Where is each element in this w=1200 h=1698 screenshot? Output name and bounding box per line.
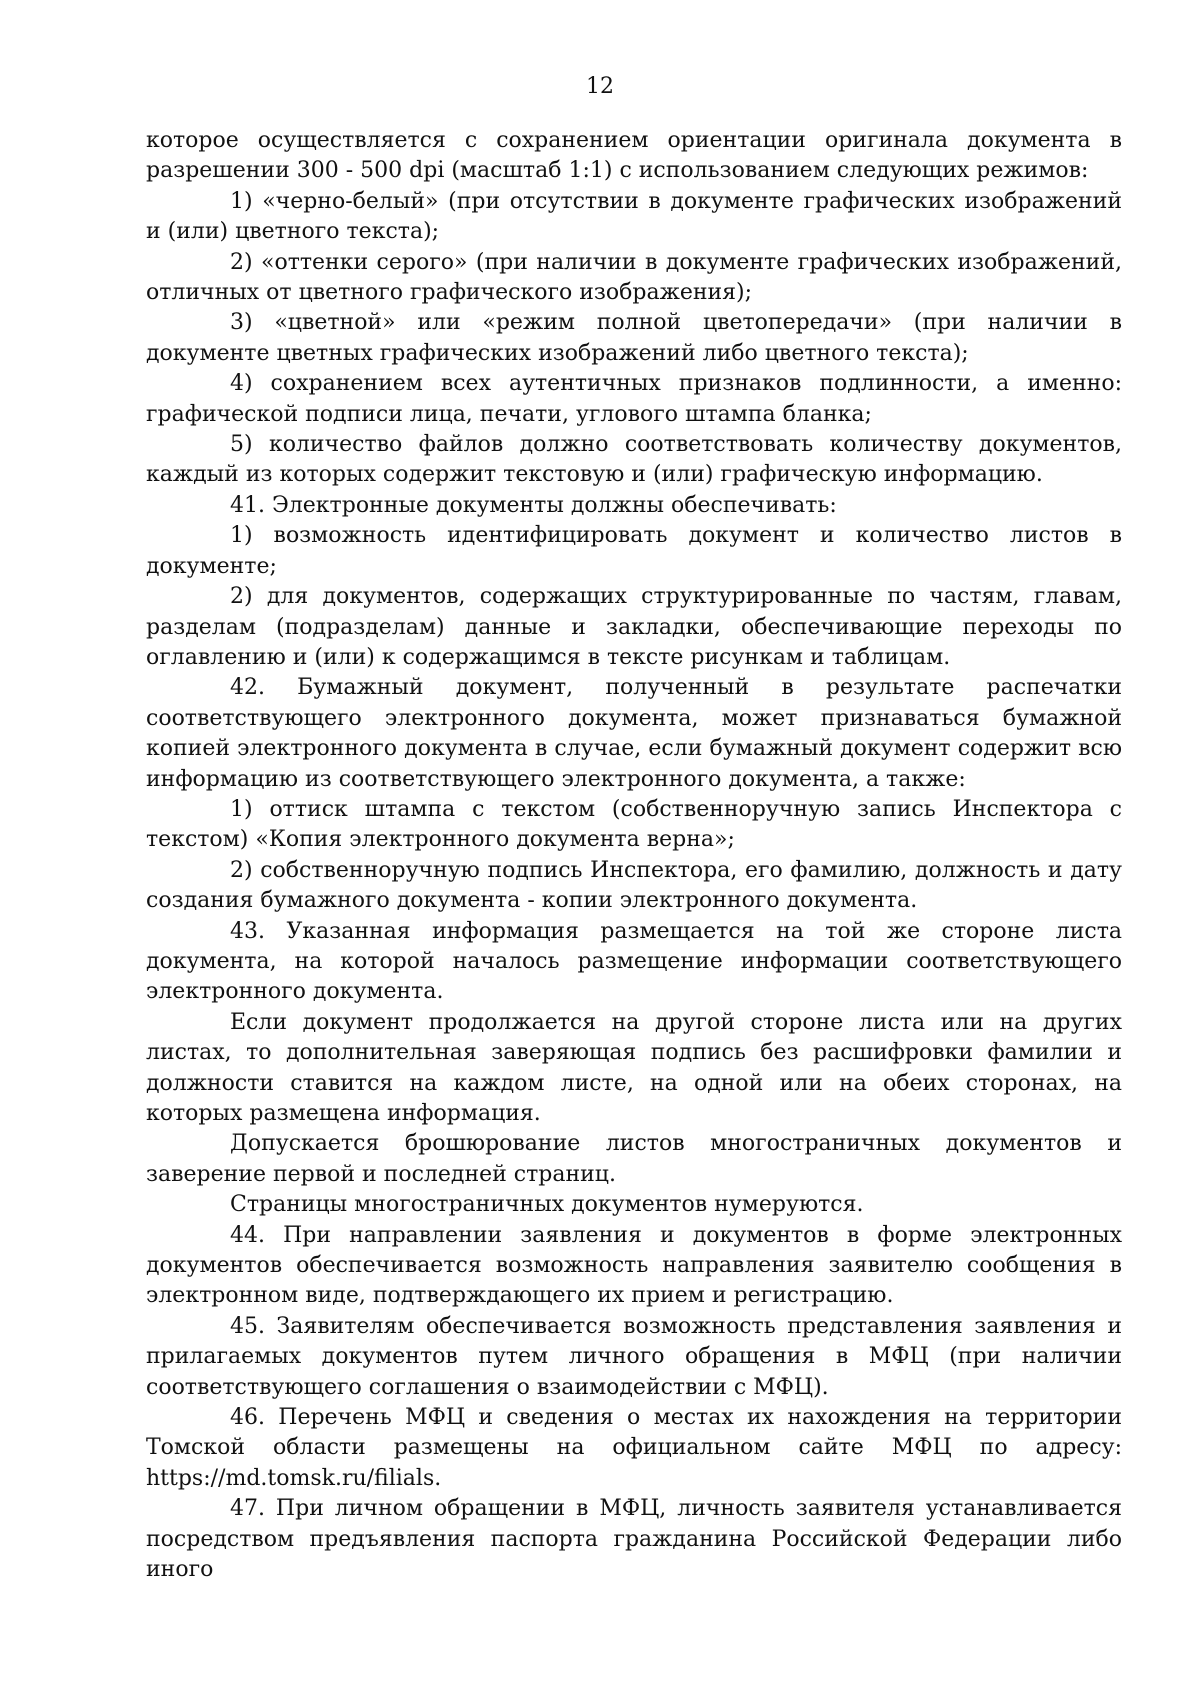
- paragraph-mode-grayscale: 2) «оттенки серого» (при наличии в документе графических изображений, отличных от цветного графического изображения);: [146, 249, 1122, 306]
- paragraph-43: 43. Указанная информация размещается на той же стороне листа документа, на которой началось размещение информации соответствующего электронного документа.: [146, 918, 1122, 1005]
- paragraph-46: 46. Перечень МФЦ и сведения о местах их нахождения на территории Томской области размещены на официальном сайте МФЦ по адресу: https://md.tomsk.ru/filials.: [146, 1405, 1122, 1491]
- paragraph-mode-bw: 1) «черно-белый» (при отсутствии в документе графических изображений и (или) цветного текста);: [146, 188, 1122, 245]
- paragraph-42: 42. Бумажный документ, полученный в результате распечатки соответствующего электронного документа, может признаваться бумажной копией электронного документа в случае, если бумажный документ содержит всю информацию из соответствующего электронного документа, а также:: [146, 675, 1122, 792]
- paragraph-42-item-2: 2) собственноручную подпись Инспектора, его фамилию, должность и дату создания бумажного документа - копии электронного документа.: [146, 857, 1122, 914]
- paragraph-44: 44. При направлении заявления и документов в форме электронных документов обеспечивается возможность направления заявителю сообщения в электронном виде, подтверждающего их прием и регистрацию.: [146, 1222, 1122, 1309]
- page-number: 12: [586, 74, 614, 99]
- document-body: [146, 126, 1122, 1586]
- paragraph-41: 41. Электронные документы должны обеспечивать:: [230, 492, 837, 518]
- paragraph-43-binding: Допускается брошюрование листов многостраничных документов и заверение первой и последней страниц.: [146, 1131, 1122, 1187]
- paragraph-continuation: которое осуществляется с сохранением ориентации оригинала документа в разрешении 300 - 500 dpi (масштаб 1:1) с использованием следующих режимов:: [146, 128, 1122, 184]
- paragraph-file-count: 5) количество файлов должно соответствовать количеству документов, каждый из которых содержит текстовую и (или) графическую информацию.: [146, 432, 1122, 488]
- paragraph-authenticity: 4) сохранением всех аутентичных признаков подлинности, а именно: графической подписи лица, печати, углового штампа бланка;: [146, 371, 1122, 427]
- paragraph-41-item-2: 2) для документов, содержащих структурированные по частям, главам, разделам (подразделам) данные и закладки, обеспечивающие переходы по оглавлению и (или) к содержащимся в тексте рисункам и таблицам.: [146, 584, 1122, 670]
- paragraph-41-item-1: 1) возможность идентифицировать документ и количество листов в документе;: [146, 523, 1122, 579]
- paragraph-47: 47. При личном обращении в МФЦ, личность заявителя устанавливается посредством предъявления паспорта гражданина Российской Федерации либо иного: [146, 1496, 1122, 1583]
- paragraph-42-item-1: 1) оттиск штампа с текстом (собственноручную запись Инспектора с текстом) «Копия электронного документа верна»;: [146, 796, 1122, 853]
- paragraph-43-continuation: Если документ продолжается на другой стороне листа или на других листах, то дополнительная заверяющая подпись без расшифровки фамилии и должности ставится на каждом листе, на одной или на обеих сторонах, на которых размещена информация.: [146, 1009, 1122, 1126]
- paragraph-45: 45. Заявителям обеспечивается возможность представления заявления и прилагаемых документов путем личного обращения в МФЦ (при наличии соответствующего соглашения о взаимодействии с МФЦ).: [146, 1313, 1122, 1400]
- paragraph-43-numbering: Страницы многостраничных документов нумеруются.: [230, 1192, 864, 1218]
- paragraph-mode-color: 3) «цветной» или «режим полной цветопередачи» (при наличии в документе цветных графических изображений либо цветного текста);: [146, 310, 1122, 366]
